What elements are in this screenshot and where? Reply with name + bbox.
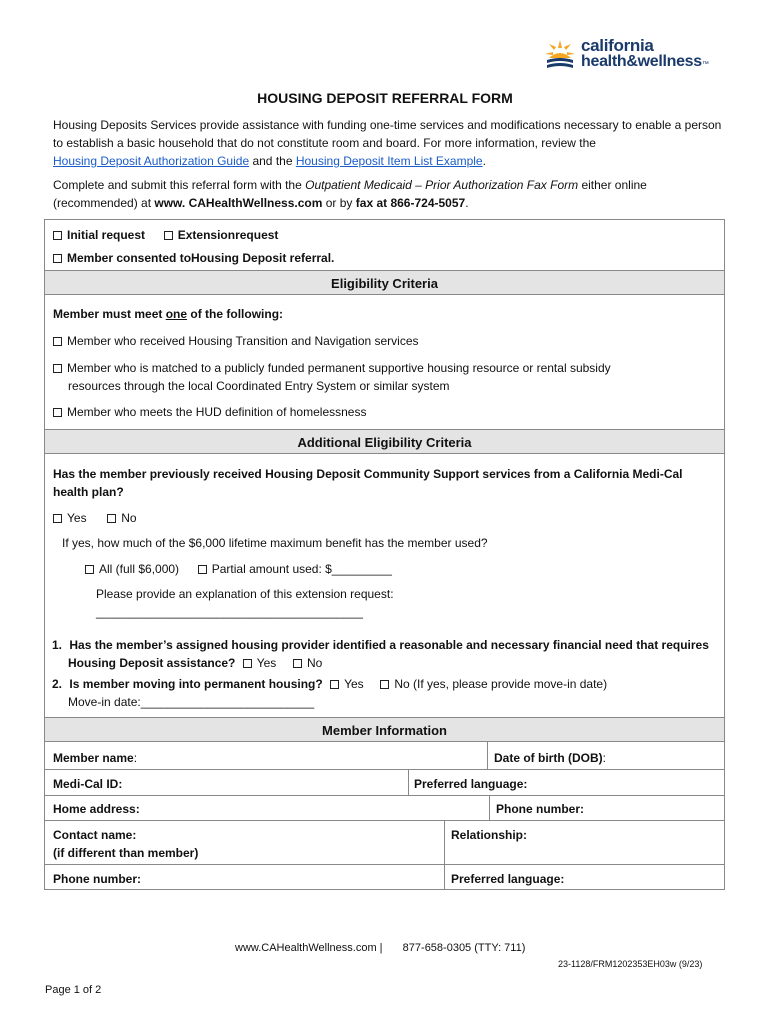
member-name-label: Member name xyxy=(53,751,134,765)
logo-tm: ™ xyxy=(701,61,709,68)
q2-number: 2. xyxy=(52,677,63,691)
previous-services-question xyxy=(53,465,718,501)
relationship-field[interactable]: Relationship: xyxy=(451,828,528,842)
partial-benefit-field[interactable]: Partial amount used: $_________ xyxy=(211,562,392,576)
eligibility-header: Eligibility Criteria xyxy=(45,270,724,295)
intro-dot: . xyxy=(482,154,486,168)
q1-text-b: Housing Deposit assistance? xyxy=(68,656,236,670)
website: www. CAHealthWellness.com xyxy=(154,196,323,210)
option2-label-a: Member who is matched to a publicly funded permanent supportive housing resource or rental subsidy xyxy=(67,361,611,375)
previous-yes-checkbox[interactable] xyxy=(53,514,62,523)
row-divider xyxy=(45,769,724,770)
sun-logo-icon xyxy=(543,38,577,72)
submit-text-c: or by xyxy=(322,196,356,210)
dob-colon: : xyxy=(602,751,606,765)
footer-phone: 877-658-0305 (TTY: 711) xyxy=(402,942,526,954)
q2-no-label: No (If yes, please provide move-in date) xyxy=(394,677,608,691)
fax-number: fax at 866-724-5057 xyxy=(355,196,466,210)
row-divider xyxy=(45,795,724,796)
footer-website: www.CAHealthWellness.com | xyxy=(235,942,383,954)
col-divider xyxy=(487,742,488,769)
submit-text-a: Complete and submit this referral form with the xyxy=(53,178,306,192)
contact-name-note: (if different than member) xyxy=(53,846,199,860)
previous-no-checkbox[interactable] xyxy=(107,514,116,523)
q2-text: Is member moving into permanent housing? xyxy=(69,677,323,691)
q2-yes-checkbox[interactable] xyxy=(330,680,339,689)
benefit-used-question: If yes, how much of the $6,000 lifetime maximum benefit has the member used? xyxy=(62,536,488,550)
medical-id-field[interactable]: Medi-Cal ID: xyxy=(53,777,123,791)
home-address-field[interactable]: Home address: xyxy=(53,802,140,816)
member-info-header: Member Information xyxy=(45,717,724,742)
item-list-link[interactable]: Housing Deposit Item List Example xyxy=(295,154,483,168)
initial-request-label: Initial request xyxy=(67,228,146,242)
option1-checkbox[interactable] xyxy=(53,337,62,346)
all-benefit-checkbox[interactable] xyxy=(85,565,94,574)
dob-field[interactable] xyxy=(494,749,606,767)
footer-contact xyxy=(235,942,525,954)
all-benefit-label: All (full $6,000) xyxy=(99,562,180,576)
consent-row xyxy=(53,249,334,267)
option3-label: Member who meets the HUD definition of homelessness xyxy=(67,405,367,419)
intro-and: and the xyxy=(249,154,296,168)
intro-paragraph xyxy=(53,116,723,170)
explanation-prompt: Please provide an explanation of this extension request: xyxy=(96,587,394,601)
explanation-field[interactable]: ________________________________________ xyxy=(96,605,363,619)
eligibility-option-1 xyxy=(53,332,419,350)
partial-benefit-checkbox[interactable] xyxy=(198,565,207,574)
eligibility-option-2 xyxy=(53,359,611,395)
previous-yes-label: Yes xyxy=(67,511,87,525)
eligibility-intro-one: one xyxy=(165,307,188,321)
submit-text-b: either online (recommended) at xyxy=(53,178,647,210)
option3-checkbox[interactable] xyxy=(53,408,62,417)
consent-checkbox[interactable] xyxy=(53,254,62,263)
logo-line2: health&wellness xyxy=(581,53,702,70)
q1-yes-label: Yes xyxy=(256,656,277,670)
submit-text-d: . xyxy=(465,196,469,210)
logo xyxy=(543,38,733,78)
logo-line1: california xyxy=(581,36,654,55)
q1-text: Has the member’s assigned housing provider identified a reasonable and necessary financial need that requires xyxy=(69,638,709,652)
option2-checkbox[interactable] xyxy=(53,364,62,373)
permanent-housing-question xyxy=(52,675,722,711)
eligibility-intro xyxy=(53,305,283,323)
contact-name-label: Contact name: xyxy=(53,828,137,842)
move-in-date-field[interactable]: Move-in date:__________________________ xyxy=(68,695,315,709)
member-name-field[interactable] xyxy=(53,749,137,767)
eligibility-intro-a: Member must meet xyxy=(53,307,166,321)
preferred-language-field[interactable]: Preferred language: xyxy=(414,777,528,791)
col-divider xyxy=(444,820,445,890)
eligibility-intro-b: of the following: xyxy=(187,307,284,321)
q1-number: 1. xyxy=(52,638,63,652)
previous-services-answer xyxy=(53,509,137,527)
page-number: Page 1 of 2 xyxy=(45,984,102,996)
q1-yes-checkbox[interactable] xyxy=(243,659,252,668)
eligibility-option-3 xyxy=(53,403,366,421)
contact-name-field[interactable] xyxy=(53,826,198,862)
question-line1: Has the member previously received Housing Deposit Community Support services from a California Medi-Cal xyxy=(53,467,683,481)
q2-no-checkbox[interactable] xyxy=(380,680,389,689)
intro-text: Housing Deposits Services provide assistance with funding one-time services and modifications necessary to enable a person to establish a basic household that do not constitute room and board. For more information, review the xyxy=(53,118,722,150)
dob-label: Date of birth (DOB) xyxy=(494,751,603,765)
q2-yes-label: Yes xyxy=(344,677,364,691)
col-divider xyxy=(408,769,409,795)
row-divider xyxy=(45,864,724,865)
option1-label: Member who received Housing Transition and Navigation services xyxy=(67,334,419,348)
page-title: HOUSING DEPOSIT REFERRAL FORM xyxy=(257,90,513,106)
submit-instructions xyxy=(53,176,723,212)
phone-number-field[interactable]: Phone number: xyxy=(496,802,585,816)
contact-phone-field[interactable]: Phone number: xyxy=(53,872,142,886)
benefit-used-answer xyxy=(85,560,392,578)
q1-no-checkbox[interactable] xyxy=(293,659,302,668)
fax-form-name: Outpatient Medicaid – Prior Authorization Fax Form xyxy=(305,178,579,192)
request-type-row xyxy=(53,226,278,244)
initial-request-checkbox[interactable] xyxy=(53,231,62,240)
additional-header: Additional Eligibility Criteria xyxy=(45,429,724,454)
col-divider xyxy=(489,795,490,820)
authorization-guide-link[interactable]: Housing Deposit Authorization Guide xyxy=(53,154,250,168)
consent-label: Member consented toHousing Deposit referral. xyxy=(67,251,335,265)
extension-request-label: Extensionrequest xyxy=(177,228,279,242)
member-name-colon: : xyxy=(133,751,138,765)
previous-no-label: No xyxy=(121,511,137,525)
q1-no-label: No xyxy=(306,656,323,670)
question-line2: health plan? xyxy=(53,485,124,499)
row-divider xyxy=(45,820,724,821)
form-code: 23-1128/FRM1202353EH03w (9/23) xyxy=(558,959,703,969)
contact-language-field[interactable]: Preferred language: xyxy=(451,872,565,886)
extension-request-checkbox[interactable] xyxy=(164,231,173,240)
option2-label-b: resources through the local Coordinated Entry System or similar system xyxy=(68,379,450,393)
housing-provider-question xyxy=(52,636,722,672)
